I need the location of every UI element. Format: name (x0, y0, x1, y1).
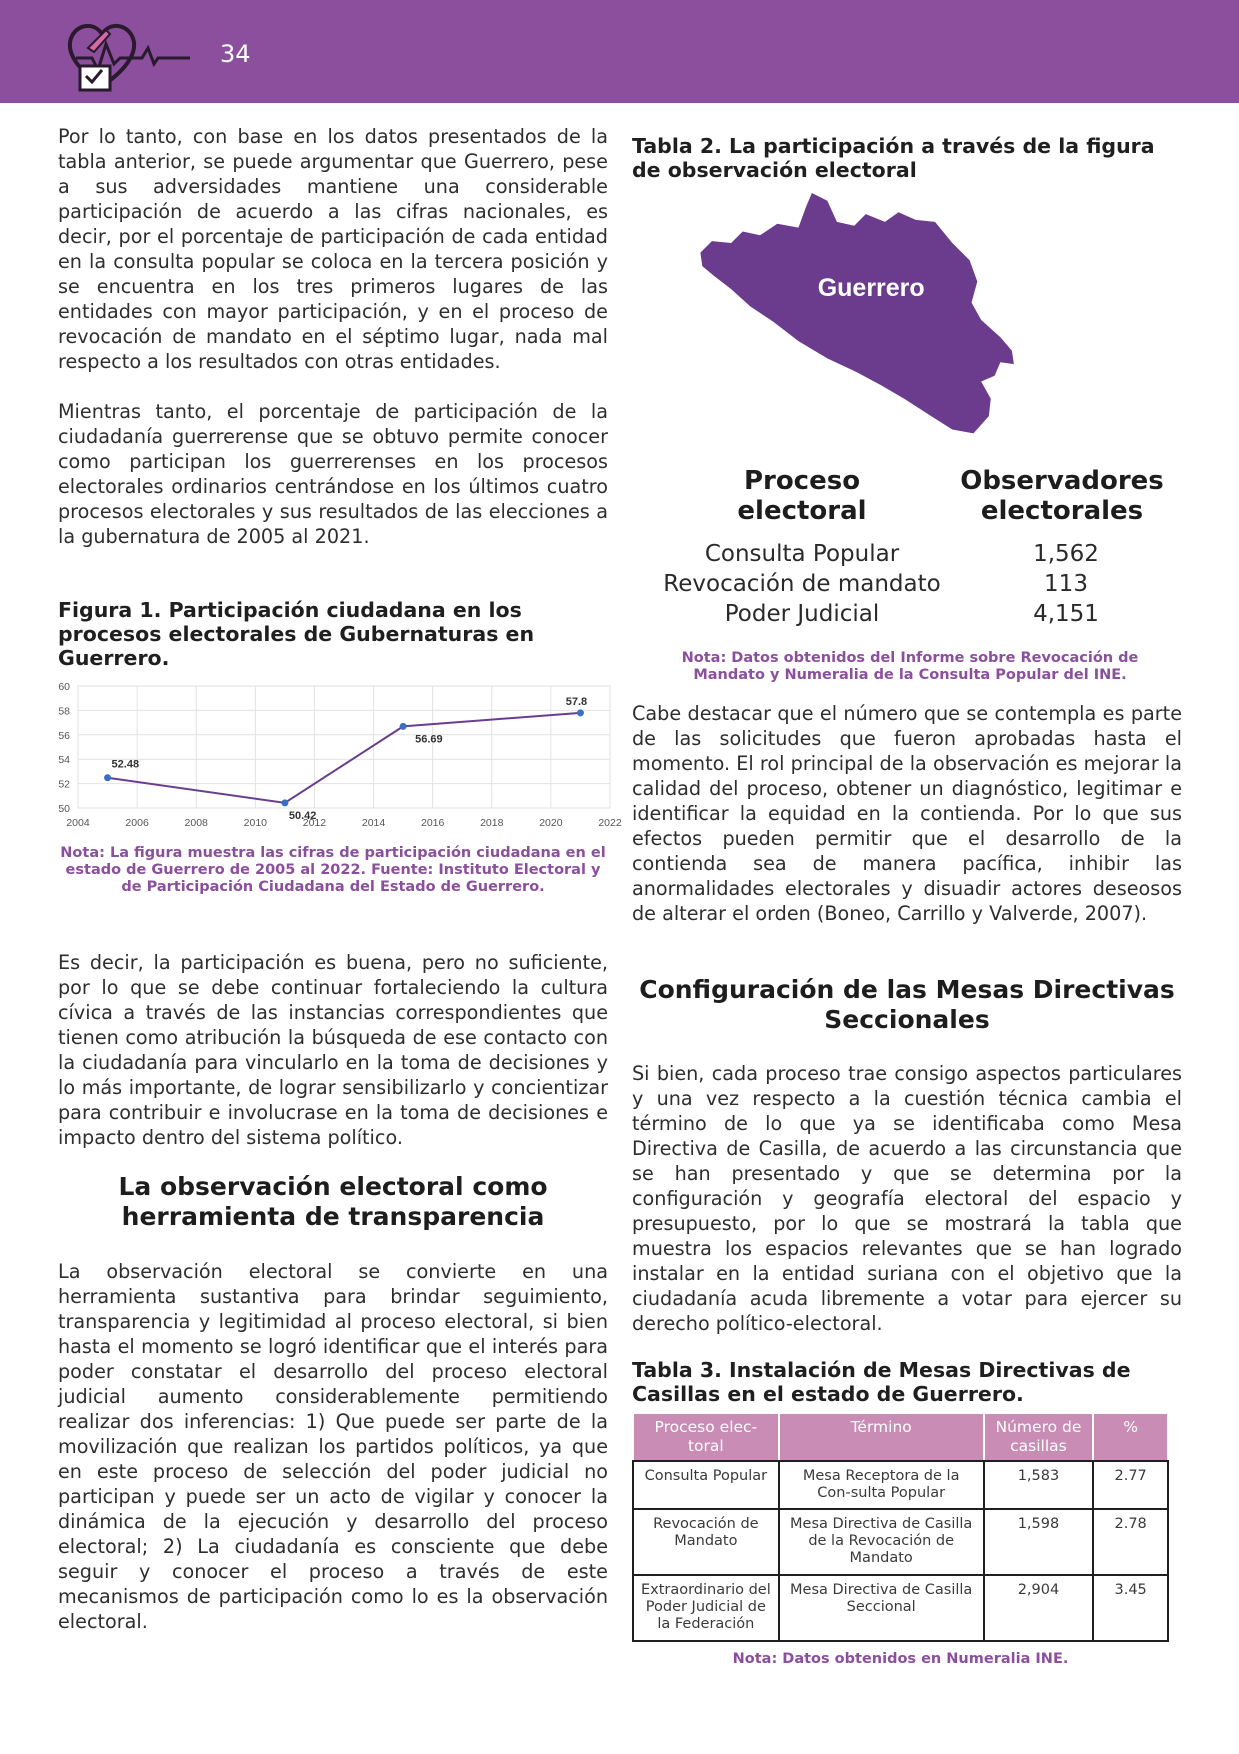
data-label: 56.69 (415, 733, 443, 746)
paragraph: La observación electoral se convierte en una herramienta sustantiva para brindar seguimiento, transparencia y legitimidad al proceso electoral, si bien hasta el momento se logró identificar que el interés para poder constatar el desarrollo del proceso electoral judicial aumento considerablemente permitiendo realizar dos inferencias: 1) Que puede ser parte de la movilización que realizan los partidos políticos, ya que en este proceso de selección del poder judicial no participan y puede ser un acto de vigilar y conocer la dinámica de la ejecución y desarrollo del proceso electoral; 2) La ciudadanía es consciente que debe seguir y conocer el proceso a través de este mecanismos de participación como lo es la observación electoral. (58, 1260, 608, 1633)
x-tick-label: 2022 (598, 817, 622, 829)
table3-note: Nota: Datos obtenidos en Numeralia INE. (732, 1651, 1069, 1667)
heart-ballot-logo-icon (62, 18, 212, 102)
x-tick-label: 2010 (243, 817, 268, 829)
table-cell: 2.78 (1093, 1509, 1168, 1575)
right-column-text-2 (632, 1061, 1182, 1336)
section-title: La observación electoral como herramienta de transparencia (118, 1172, 548, 1231)
x-tick-label: 2016 (420, 817, 445, 829)
process-cell: Poder Judicial (724, 601, 880, 627)
left-column (58, 124, 608, 549)
column-header: Término (779, 1413, 984, 1461)
x-tick-label: 2018 (480, 817, 504, 829)
figure-note: Nota: La figura muestra las cifras de participación ciudadana en el estado de Guerrero de 2005 al 2022. Fuente: Instituto Electoral y de Participación Ciudadana del Estado de Guerrero. (60, 845, 606, 895)
column-header: Número de casillas (984, 1413, 1094, 1461)
table3 (632, 1412, 1169, 1642)
x-tick-label: 2008 (184, 817, 208, 829)
data-point (400, 723, 407, 730)
table-cell: Extraordinario del Poder Judicial de la Federación (633, 1575, 779, 1641)
paragraph: Por lo tanto, con base en los datos presentados de la tabla anterior, se puede argumentar que Guerrero, pese a sus adversidades mantiene una considerable participación de acuerdo a las cifras nacionales, es decir, por el porcentaje de participación de cada entidad en la consulta popular se coloca en la tercera posición y se encuentra en los tres primeros lugares de las entidades con mayor participación, y en el proceso de revocación de mandato en el séptimo lugar, nada mal respecto a los resultados con otras entidades. (58, 125, 608, 373)
table-cell: 3.45 (1093, 1575, 1168, 1641)
table-cell: Consulta Popular (633, 1461, 779, 1509)
paragraph: Cabe destacar que el número que se contempla es parte de las solicitudes que fueron aprobadas hasta el momento. El rol principal de la observación es mejorar la calidad del proceso, obtener un diagnóstico, legitimar e identificar la equidad en la contienda. Por lo que sus efectos pueden permitir que el desarrollo de la contienda sea de manera pacífica, inhibir las anormalidades electorales y disuadir actores deseosos de alterar el orden (Boneo, Carrillo y Valverde, 2007). (632, 702, 1182, 925)
table2-note: Nota: Datos obtenidos del Informe sobre Revocación de Mandato y Numeralia de la Consulta Popular del INE. (681, 650, 1139, 683)
table-cell: 2.77 (1093, 1461, 1168, 1509)
x-tick-label: 2006 (125, 817, 149, 829)
column-header: % (1093, 1413, 1168, 1461)
y-tick-label: 54 (58, 754, 70, 767)
y-tick-label: 58 (58, 705, 70, 718)
guerrero-map-icon (690, 193, 1080, 443)
plot-area (78, 686, 610, 808)
data-label: 50.42 (288, 809, 317, 822)
x-tick-label: 2012 (302, 817, 327, 829)
table-cell: 1,598 (984, 1509, 1094, 1575)
data-label: 57.8 (565, 695, 588, 708)
observers-cell: 4,151 (1033, 601, 1099, 627)
table-cell: 2,904 (984, 1575, 1094, 1641)
table-cell: Mesa Directiva de Casilla Seccional (779, 1575, 984, 1641)
table2-title: Tabla 2. La participación a través de la figura de observación electoral (632, 134, 1155, 182)
process-cell: Revocación de mandato (663, 571, 941, 597)
process-cell: Consulta Popular (704, 541, 900, 567)
right-column-text (632, 701, 1182, 926)
paragraph: Es decir, la participación es buena, pero no suficiente, por lo que se debe continuar fortaleciendo la cultura cívica a través de las instancias correspondientes que tienen como atribución la búsqueda de ese contacto con la ciudadanía para vincularlo en la toma de decisiones y lo más importante, de lograr sensibilizarlo y concientizar para contribuir e involucrase en la toma de decisiones e impacto dentro del sistema político. (58, 951, 608, 1149)
y-tick-label: 52 (58, 778, 70, 791)
table-header-row (633, 1413, 1168, 1461)
x-tick-label: 2014 (361, 817, 386, 829)
table-row (633, 1509, 1168, 1575)
table-cell: Mesa Directiva de Casilla de la Revocación de Mandato (779, 1509, 984, 1575)
section-title: Configuración de las Mesas Directivas Seccionales (639, 975, 1175, 1034)
left-column-lower (58, 950, 608, 1150)
y-tick-label: 50 (58, 803, 70, 815)
observers-cell: 113 (1044, 571, 1088, 597)
left-column-bottom (58, 1259, 608, 1634)
table-cell: Mesa Receptora de la Con-sulta Popular (779, 1461, 984, 1509)
table-cell: Revocación de Mandato (633, 1509, 779, 1575)
y-tick-label: 60 (58, 681, 70, 693)
x-tick-label: 2004 (66, 817, 90, 829)
table-row (633, 1575, 1168, 1641)
y-tick-label: 56 (58, 729, 70, 742)
map-label: Guerrero (817, 273, 925, 302)
data-label: 52.48 (111, 758, 140, 771)
observers-header: Observadores electorales (960, 466, 1164, 526)
column-header: Proceso elec-toral (633, 1413, 779, 1461)
page-number: 34 (220, 40, 251, 68)
table-cell: 1,583 (984, 1461, 1094, 1509)
data-point (104, 774, 111, 781)
paragraph: Mientras tanto, el porcentaje de participación de la ciudadanía guerrerense que se obtuvo permite conocer como participan los guerrerenses en los procesos electorales ordinarios centrándose en los últimos cuatro procesos electorales y sus resultados de las elecciones a la gubernatura de 2005 al 2021. (58, 400, 608, 548)
table3-title: Tabla 3. Instalación de Mesas Directivas de Casillas en el estado de Guerrero. (632, 1358, 1131, 1406)
data-point (577, 709, 584, 716)
x-tick-label: 2020 (539, 817, 563, 829)
participation-line-chart (44, 672, 622, 838)
table-row (633, 1461, 1168, 1509)
data-point (281, 799, 288, 806)
figure-title: Figura 1. Participación ciudadana en los procesos electorales de Gubernaturas en Guerrero. (58, 598, 535, 670)
process-header: Proceso electoral (737, 466, 867, 526)
paragraph: Si bien, cada proceso trae consigo aspectos particulares y una vez respecto a la cuestión técnica cambia el término de lo que ya se identificaba como Mesa Directiva de Casilla, de acuerdo a las circunstancia que se han presentado y que se determina por la configuración y geografía electoral del espacio y presupuesto, por lo que se mostrará la tabla que muestra los espacios relevantes que se han logrado instalar en la entidad suriana con el objetivo que la ciudadanía acuda libremente a votar para ejercer su derecho político-electoral. (632, 1062, 1182, 1335)
observers-cell: 1,562 (1033, 541, 1099, 567)
